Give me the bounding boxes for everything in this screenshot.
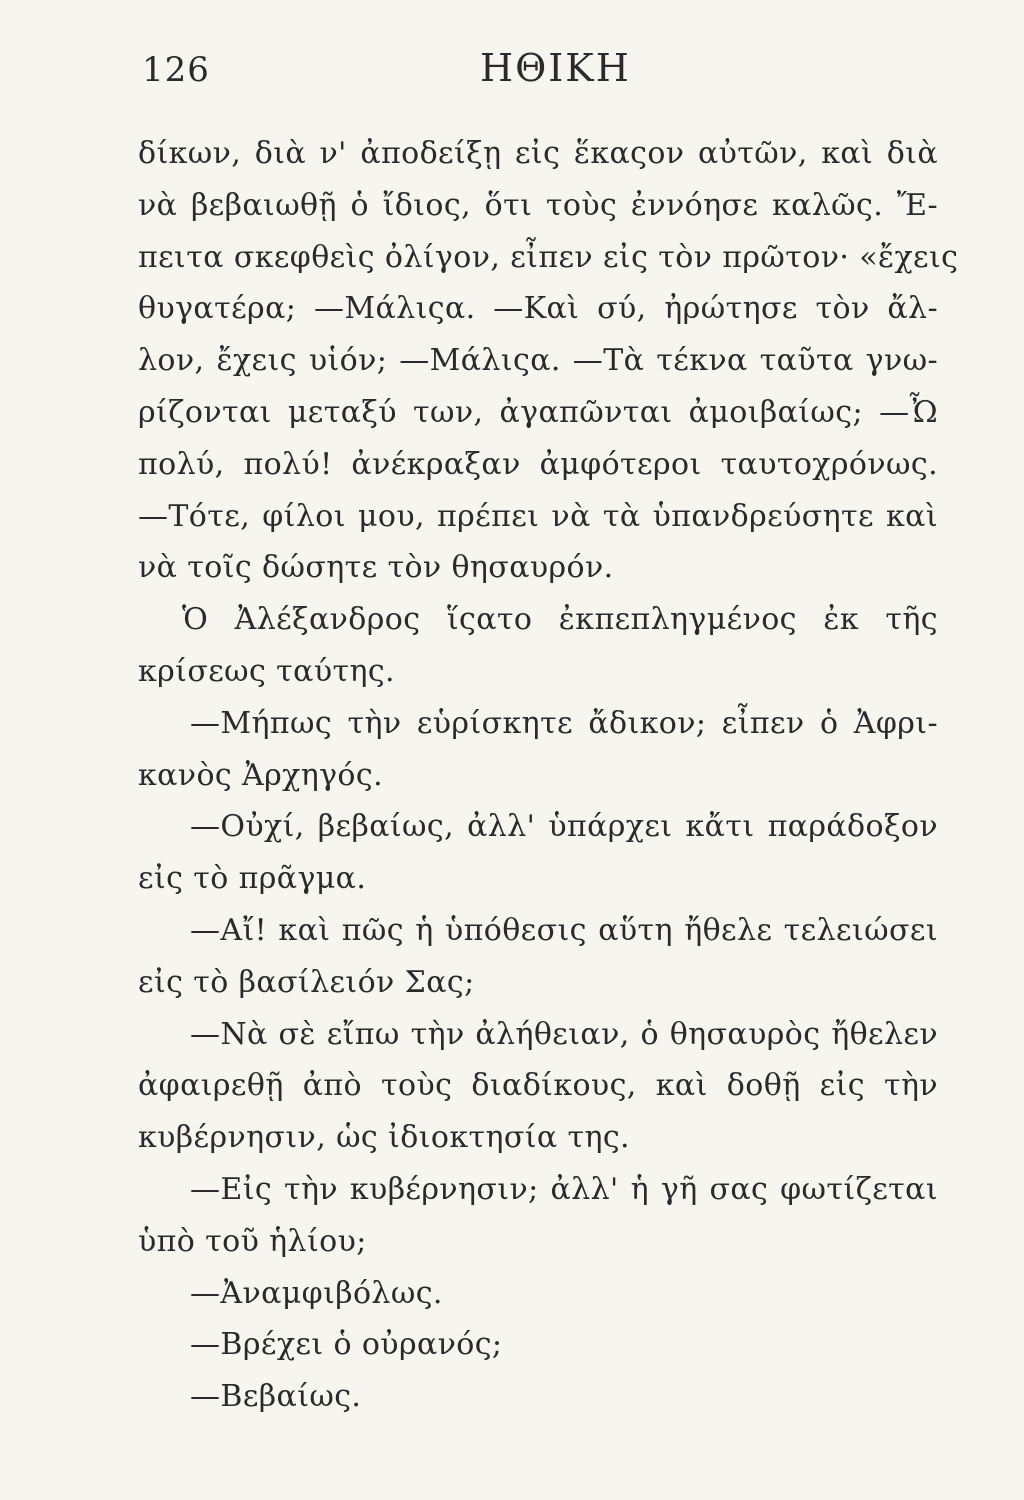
running-head: ΗΘΙΚΗ bbox=[480, 46, 631, 90]
text-line: νὰ βεβαιωθῇ ὁ ἴδιος, ὅτι τοὺς ἐννόησε καλῶς. Ἔ- bbox=[138, 187, 938, 223]
page-number: 126 bbox=[142, 50, 210, 90]
text-line: ὑπὸ τοῦ ἡλίου; bbox=[138, 1223, 367, 1259]
text-line: πολύ, πολύ! ἀνέκραξαν ἀμφότεροι ταυτοχρόνως. bbox=[138, 446, 938, 482]
text-line: κυβέρνησιν, ὡς ἰδιοκτησία της. bbox=[138, 1120, 630, 1156]
text-line: λον, ἔχεις υἱόν; —Μάλιςα. —Τὰ τέκνα ταῦτα γνω- bbox=[138, 343, 938, 379]
text-line: Ὁ Ἀλέξανδρος ἵςατο ἐκπεπληγμένος ἐκ τῆς bbox=[182, 602, 938, 638]
page-header bbox=[142, 44, 942, 94]
text-line: —Τότε, φίλοι μου, πρέπει νὰ τὰ ὑπανδρεύσητε καὶ bbox=[138, 498, 938, 534]
text-line: εἰς τὸ βασίλειόν Σας; bbox=[138, 964, 475, 1000]
text-line: —Νὰ σὲ εἴπω τὴν ἀλήθειαν, ὁ θησαυρὸς ἤθελεν bbox=[190, 1016, 938, 1052]
text-line: —Βεβαίως. bbox=[190, 1379, 362, 1415]
text-line: —Εἰς τὴν κυβέρνησιν; ἀλλ' ἡ γῆ σας φωτίζεται bbox=[190, 1171, 938, 1207]
text-line: ρίζονται μεταξύ των, ἀγαπῶνται ἀμοιβαίως; —Ὦ bbox=[138, 394, 938, 430]
text-line: νὰ τοῖς δώσητε τὸν θησαυρόν. bbox=[138, 550, 614, 586]
text-line: κανὸς Ἀρχηγός. bbox=[138, 757, 384, 793]
text-line: ἀφαιρεθῇ ἀπὸ τοὺς διαδίκους, καὶ δοθῇ εἰς τὴν bbox=[138, 1068, 938, 1104]
body-text bbox=[138, 128, 959, 1423]
text-line: θυγατέρα; —Μάλιςα. —Καὶ σύ, ἠρώτησε τὸν ἄλ- bbox=[138, 291, 938, 327]
text-line: εἰς τὸ πρᾶγμα. bbox=[138, 861, 367, 897]
text-line: πειτα σκεφθεὶς ὀλίγον, εἶπεν εἰς τὸν πρῶτον· «ἔχεις bbox=[138, 239, 959, 275]
text-line: —Αἴ! καὶ πῶς ἡ ὑπόθεσις αὕτη ἤθελε τελειώσει bbox=[190, 912, 938, 948]
text-line: δίκων, διὰ ν' ἀποδείξῃ εἰς ἕκαςον αὐτῶν, καὶ διὰ bbox=[138, 136, 938, 171]
text-line: —Οὐχί, βεβαίως, ἀλλ' ὑπάρχει κἄτι παράδοξον bbox=[190, 809, 938, 845]
text-line: κρίσεως ταύτης. bbox=[138, 653, 395, 689]
text-line: —Βρέχει ὁ οὐρανός; bbox=[190, 1327, 503, 1363]
text-line: —Ἀναμφιβόλως. bbox=[190, 1275, 443, 1311]
text-line: —Μήπως τὴν εὑρίσκητε ἄδικον; εἶπεν ὁ Ἀφρι- bbox=[190, 705, 938, 741]
